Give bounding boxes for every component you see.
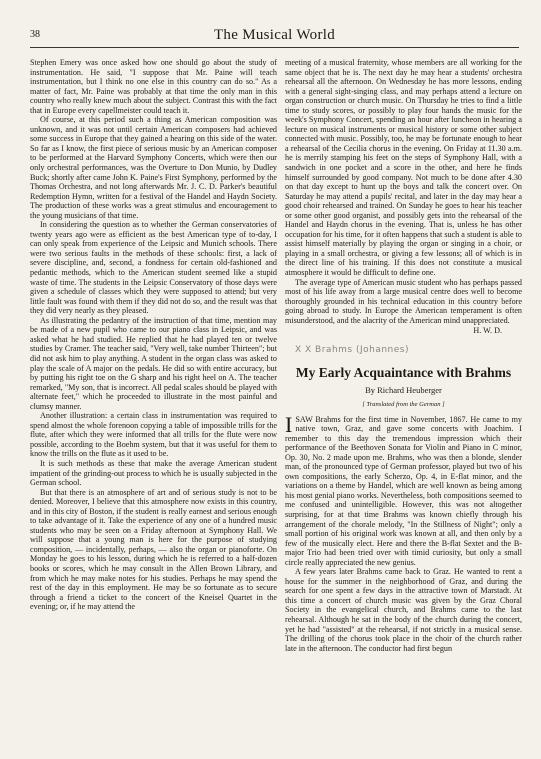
paragraph: But that there is an atmosphere of art and of serious study is not to be denied. Moreover, I believe that this atmosphere now exists in this country, and in this city of Boston, if the student is really earnest and serious enough to take advantage of it. Take the experience of any one of a hundred music students who may be seen on a Friday afternoon at Symphony Hall. We will suppose that a young man is here for the purpose of studying composition, — incidentally, perhaps, — also the organ or pianoforte. On Monday he goes to his lesson, during which he is referred to a half-dozen books or scores, which he may consult in the Allen Brown Library, and from which he may make notes for his studies. Perhaps he may spend the rest of the day in this employment. He may be so fortunate as to secure through a friend a ticket to the concert of the Kneisel Quartet in the evening; or, if he may attend the [30, 487, 277, 612]
page-header [30, 27, 519, 48]
paragraph: The average type of American music student who has perhaps passed most of his life away from a large musical centre does well to become thoroughly grounded in his technical education in this country before going abroad to study. In Europe the American temperament is often misunderstood, and the alacrity of the American mind unappreciated. [285, 277, 522, 325]
paragraph: It is such methods as these that make the average American student impatient of the grinding-out process to which he is usually subjected in the German school. [30, 458, 277, 488]
paragraph: Of course, at this period such a thing as American composition was unknown, and it was not until certain American composers had achieved some success in Europe that they gained a hearing on this side of the water. So far as I know, the first piece of serious music by an American composer to be performed at the Harvard Symphony Concerts, which were then our only orchestral performances, was the Overture to Don Munio, by Dudley Buck; shortly after came John K. Paine's First Symphony, performed by the Thomas Orchestra, and not long afterwards Mr. J. C. D. Parker's beautiful Redemption Hymn, written for a festival of the Handel and Haydn Society. The production of these works was a great stimulus and encouragement to the young musicians of that time. [30, 115, 277, 220]
drop-cap: I [285, 411, 293, 437]
running-title: The Musical World [213, 27, 336, 43]
article [285, 365, 522, 653]
paragraph: A few years later Brahms came back to Graz. He wanted to rent a house for the summer in the neighborhood of Graz, and during the search for one spent a few days in the attractive town of Marstadt. At this time a concert of church music was given by the Graz Choral Society in the evangelical church, and Brahms came to the last rehearsal. Although he sat in the body of the church during the concert, yet he had "assisted" at the rehearsal, if not strictly in a musical sense. The drilling of the chorus took place in the choir of the church rather late in the afternoon. The conductor had first begun [285, 567, 522, 653]
handwritten-annotation: X X Brahms (Johannes) [295, 344, 409, 355]
byline: By Richard Heuberger [365, 385, 442, 396]
paragraph: meeting of a musical fraternity, whose members are all working for the same object that he is. The next day he may hear a students' orchestra rehearsal all the afternoon. On Wednesday he has more lessons, ending with a general sight-singing class, and may perhaps attend a lecture on organ construction or church music. On Thursday he tries to find a little time to study scores, or possibly to play four hands the music for the week's Symphony Concert, spending an hour after luncheon in hearing a lecture on musical instruments or musical history or some other subject connected with music. Possibly, too, he may be fortunate enough to hear a rehearsal of the Cecilia chorus in the evening. On Friday at 11.30 a.m. he is merrily stamping his feet on the steps of Symphony Hall, with a sandwich in one pocket and a score in the other, and here he finds himself surrounded by good company. Not much to be done after 4.30 on that day except to hunt up the boys and talk the concert over. On Saturday he may attend a pupils' recital, and later in the day may hear a good choir rehearsed and trained. On Sunday he goes to hear his teacher or some other good organist, and possibly gets into the rehearsal of the Handel and Haydn chorus in the evening. That is, unless he has other occupation for his time, for it often happens that such a student is able to assist himself materially by playing the organ or singing in a choir, or playing in a small orchestra, or giving a few lessons; all of which is in the direct line of his training. If this does not constitute a musical atmosphere it would be difficult to define one. [285, 58, 522, 278]
paragraph: Stephen Emery was once asked how one should go about the study of instrumentation. He said, "I suppose that Mr. Paine will teach instrumentation, but I think no one else in this country can do so." As a matter of fact, Mr. Paine was probably at that time the only man in this country who really knew much about the subject. Contrast this with the fact that in Europe every capellmeister could teach it. [30, 58, 277, 115]
left-column [30, 58, 277, 612]
paragraph-text: SAW Brahms for the first time in November, 1867. He came to my native town, Graz, and gave some concerts with Joachim. I remember to this day the tremendous impression which their performance of the Beethoven Sonata for Violin and Piano in C minor, Op. 30, No. 2 made upon me. Brahms, who was then a blonde, slender man, of the pronounced type of German professor, played but two of his own compositions, the early Scherzo, Op. 4, in E-flat minor, and the variations on a theme by Handel, which are well known as being among his most genial piano works. Nevertheless, both compositions seemed to me confused and unintelligible. However, this was not altogether surprising, for at that time Brahms was known chiefly through his arrangement of the chorale melody, "In the Stillness of Night"; only a small portion of his original work was known at all, and then only by a few of the musically elect. Here and there the B-flat Sextet and the B-major Trio had been tried over with timid curiosity, but only a small circle really appreciated the new genius. [285, 414, 522, 567]
paragraph: Another illustration: a certain class in instrumentation was required to spend almost the whole forenoon copying a table of impossible trills for the flute, after which they were informed that all trills for the flute were now possible, according to the Boehm system, but that it was useful for them to know the trills on the flute as it used to be. [30, 411, 277, 459]
translation-note: [ Translated from the German ] [362, 400, 445, 408]
right-column [285, 58, 522, 653]
paragraph: As illustrating the pedantry of the instruction of that time, mention may be made of a new pupil who came to our piano class in Leipsic, and was asked what he had studied. He replied that he had played ten or twelve studies by Cramer. The teacher said, "Very well, take number Thirteen"; but did not ask him to play anything. A student in the organ class was asked to play the scale of A major on the pedals. He did so with entire accuracy, but by putting his right toe on the G sharp and his right heel on A. The teacher remarked, "My son, that is incorrect. All pedal scales should be played with alternate feet," which he proceeded to illustrate in the most painful and clumsy manner. [30, 315, 277, 411]
author-signature: H. W. D. [473, 326, 502, 336]
article-continuation [285, 58, 522, 325]
paragraph-first [285, 411, 522, 568]
article-title: My Early Acquaintance with Brahms [295, 365, 512, 381]
paragraph: In considering the question as to whether the German conservatories of twenty years ago were as efficient as the best American type of to-day, I can only speak from experience of the Leipsic and Munich schools. There were two serious faults in the methods of these schools: first, a lack of severe discipline, and, second, a fondness for certain old-fashioned and pedantic methods, which to the American student seemed like a stupid waste of time. The students in the Leipsic Conservatory of those days were given a schedule of classes which they were supposed to attend; but very little fault was found with them if they did not do so, and the result was that they did very nearly as they pleased. [30, 220, 277, 316]
page-number: 38 [30, 29, 40, 40]
